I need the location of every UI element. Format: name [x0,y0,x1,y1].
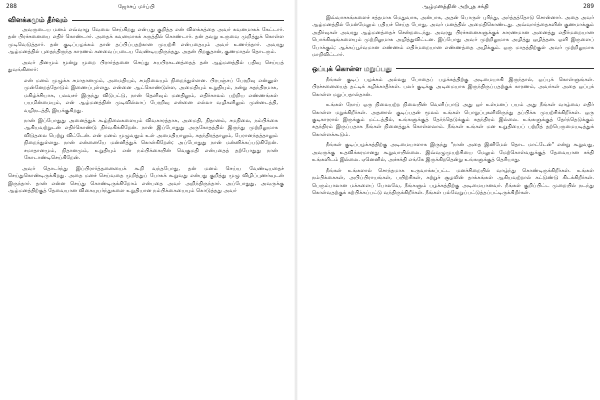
left-page [0,0,292,400]
right-heading-text: ஒப்புக் கொள்ள மறுப்பது [312,64,392,73]
right-page-header [312,2,594,12]
book-gutter [294,0,298,400]
right-running-head: ஆழ்மனத்தின் அற்புத சக்தி [422,4,489,10]
body-paragraph: நீங்கள் குடிப் பழக்கம் அல்லது போதைப் பழக்கத்திற்கு அடிமையாகி இருந்தால், ஒப்புக் கொள்ளுங்கள். பிரச்சனையைத் தட்டிக் கழிக்காதீர்கள். பலர் குடிக்கு அடிமையாக இருந்திருப்பதற்குக் காரணம், அவர்கள் அதை ஒப்புக் கொள்ள மறுப்பதால்தான். [312,76,594,98]
left-section-heading [8,15,284,25]
heading-rule [72,20,284,21]
left-running-head: ஜோசப் மர்ப்பி [118,4,155,10]
left-page-content [8,15,284,199]
affirmation-paragraph: நான் இப்போதுது அனைத்துக் கூழ்நிலைகளையும் விவகாரத்தாக, அமைதி, நிதானம், சமநிலை, நம்பிக்கை ஆகியவற்றுடன் எதிர்கொண்டு நிர்வகிக்கிறேன். நான் இப்போதுது அருகோதத்தில் இருந்து முற்றிலுமாக விடுதலை பெற்று விட்டேன். என் மனம் முழுவதும் உள் அமைதியாலும், சுதந்திரத்தாலும், பேரானந்தத்தாலும் நிறைந்துள்ளது. நான் என்னையே மன்னித்துக் கொள்கிறேன்; அப்போதுது நான் மன்னிக்கப்படுகிறேன். சமாதானமும், நிதானமும், உறுதியும் என் நம்பிக்கையின் வெகுமதி என்பதைத் தற்போதுது நான் கோடாண்டிசெய்கிறேன். [24,117,278,162]
heading-rule [396,68,594,69]
body-paragraph: நீங்கள் உங்களால் சொந்தமாக உருவாக்கப்பட்ட மனச்சிறையில் வாழ்ந்து கொண்டிருக்கிறீர்கள். உங்கள் நம்பிக்கைகள், அபிப்பிராயங்கள், பயிற்சிகள், சுற்றுச் சூழலின் தாக்கங்கள் ஆகியவற்றால் கட்டுண்டு கிடக்கிறீர்கள். பெரும்பாலான மக்களைப் போலவே, நீங்களும் பழக்கத்திற்கு அடிமையானவர். நீங்கள் குறிப்பிட்ட முறையில் நடந்து கொள்வதற்குக் கற்பிக்கப்பட்டு வந்திருக்கிறீர்கள். நீங்கள் பல்வேறுப்பட்டுத்தப்பட்டிருக்கிறீர்கள். [312,167,594,197]
right-page-number: 289 [583,3,594,10]
body-paragraph: உங்கள் நோய் ஒரு நிலையற்ற நிலையின் வெளிப்பாடு அது ஒர் உள்மனப் பயம் அது நீங்கள் வாழ்வை எதிர் கொள்ள மறுக்கிறீர்கள். அதனால் குடிப்பதன் மூலம் உங்கள் பொறுப்புகளிலிருந்து தப்பிக்க முயற்சிக்கிறீர்கள். ஒரு குடிகாரரால் இருக்கும் மட்டத்தில், உங்களுக்குத் தேர்ந்தெடுக்கும் சுதந்திரம் இல்லை. உங்களுக்குத் தேர்ந்தெடுக்கும் சுதந்திரம் இருப்பதாக நீங்கள் நினைத்துக் கொள்ளலாம். நீங்கள் உங்கள் மன உறுதியைப் பற்றித் தற்பெருமையடித்துக் கொள்ளக்கூடும். [312,102,594,138]
body-paragraph: அவருடைய மனம் எவ்வாறு வேலை செய்கிறது என்பது குறித்த என் விளக்கத்தை அவர் கவனமாகக் கேட்டார். தன் பிரச்சனையை எதிர் கொண்டார். அதைக் கவனமாகக் கருத்தில் கொண்டார். தன் தவறு உருவை முறித்துக் கொள்ள முடிவெடுத்தார். தன் குடிப்பழக்கம் தான் தப்பிப்பதற்கான முயற்சி என்பதையும் அவர் உணர்ந்தார். அவரது ஆழ்மனத்தில் புதைந்திருந்த காரணம் கனவைப்படைய வேண்டியதிருந்தது. அதன் பிறகுதான், குணமாதல் தொடரும். [8,27,284,56]
right-section-heading [312,64,594,74]
body-paragraph: நீங்கள் குடிப்பழக்கத்திற்கு அடிமையாளாக இருந்து "நான் அதை இனிமேல் தொட மாட்டேன்" என்று கூறுவது, அவருக்கு உதவிக்கரமானது கூறுவாயில்லை. இவ்வழுமுயற்சியை மேலும் மேற்கொள்வதுக்குத் தேவையான சக்தி உங்களிடம் இல்லை. ஏனெனில், அச்சக்தி எங்கே இருக்கிறதென்று உங்களுக்குத் தெரியாது. [312,142,594,164]
body-paragraph: இவ்வாசகங்களைச் சத்தமாக மெதுவாக, அன்பாக, அதன் பொருள் புரிந்து, அர்த்தத்தோடு சொன்னார். அதை அவர் ஆழ்மனத்தில் மேன்மேலும் பதியச் செய்த போது, அவர் மனத்தில் அமைதிகொண்டது. அவ்வார்த்தைகளின் குணமாக்கும் அதிர்வுகள் அவரது ஆழ்மனத்தைச் சென்றடைந்து. அவரது பிரச்சனைகளுக்குக் காரணமான அனைத்து எதிர்மறையான பொக்கிஷங்களையும் முற்றிலுமாக அழித்துவிட்டன. இப்போது அவர் முற்றிலுமாக அழித்து ஒழித்தன. ஒளி இருளைப் போக்கும்; ஆக்கப்பூர்வமான எண்ணம் எதிர்மறையான எண்ணத்தை அழிக்கும். ஒரு மாதத்திற்குள் அவர் முற்றிலுமாக மாறிவிட்டார். [312,15,594,59]
left-page-header [6,2,284,12]
body-paragraph: அவர் தொடர்ந்து இப்பிரார்த்தனையைக் கூறி வந்தபோது, தன் மனம் செய்ய வேண்டியதைச் செய்துகொண்டிருக்கிறது. அதை மனச் செய்வதை முறித்துப் போகக் கூறுவது என்பது குறித்து முழு விழிப்புணர்வுடன் இருந்தார். தான் என்ன செய்து கொண்டிருக்கிறோம் என்பதை அவர் அறிந்திருந்தார். அப்போதுது, அவருக்கு ஆழ்மனத்திற்குத் தேவையான விகையுயர்ந்துகளை உறுதியான நம்பிக்கையையும் கொடுத்தது அவர் [8,165,284,195]
right-page [300,0,600,400]
left-page-number: 288 [6,3,17,10]
body-paragraph: அவர் தினமும் மூன்று முறை பிரார்த்தனை செய்து சுயபிரகடனத்தைத் தன் ஆழ்மனத்தில் பதிவு செய்யத் துவங்கினார்: [8,59,284,74]
left-heading-text: விளக்கமும் தீர்வும் [8,16,68,24]
affirmation-paragraph: என் மனம் முழுக்க சமாதானமும், அமைதியும், சமநிலையும் நிறைந்துள்ளன. பிரபஞ்சப் பேரறிவு என்னுள் முன்னேறத்தோடும் இணைப்புள்ளது. என்னை ஆட்கொண்டுள்ள, அமைதியும் உறுதியும், நன்று சுதந்திரமாக, மகிழ்ச்சியாக, பலவசர் இருந்து விடுபட்டு, நான் தெளிவும் மனதிலும், எதிர்காலம் பற்றிய எண்ணங்கள் பயமின்மையும், என் ஆழ்மனத்தின் முடிவில்லாப் பேரறிவு என்னை எல்லா வழிகளிலும் முன்னடத்தி, வழிநடத்தி, இயக்குகிறது. [24,77,278,114]
right-page-content [312,15,594,201]
